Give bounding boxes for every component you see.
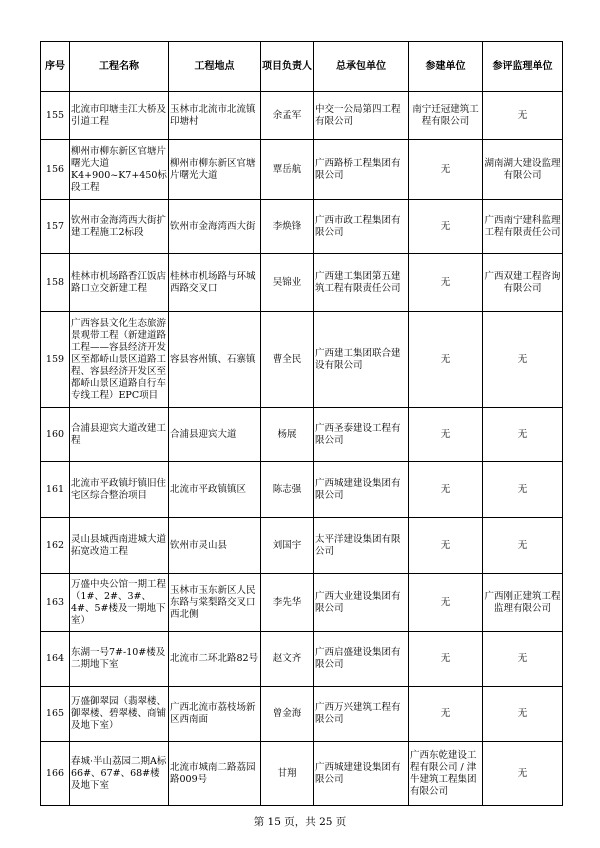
cell-no: 159 [41, 312, 70, 408]
cell-participant: 无 [409, 140, 483, 200]
table-row [41, 200, 563, 254]
cell-manager: 刘国宇 [261, 518, 314, 574]
cell-location: 合浦县迎宾大道 [169, 408, 261, 462]
cell-contractor: 广西万兴建筑工程有限公司 [314, 687, 409, 742]
cell-supervisor: 无 [483, 312, 563, 408]
header-no: 序号 [41, 42, 70, 92]
header-name: 工程名称 [70, 42, 169, 92]
cell-manager: 杨展 [261, 408, 314, 462]
cell-participant: 无 [409, 687, 483, 742]
cell-contractor: 广西路桥工程集团有限公司 [314, 140, 409, 200]
cell-no: 156 [41, 140, 70, 200]
cell-no: 164 [41, 632, 70, 687]
cell-location: 玉林市玉东新区人民东路与棠梨路交叉口西北侧 [169, 574, 261, 632]
cell-name: 桂林市机场路香江饭店路口立交新建工程 [70, 254, 169, 312]
cell-location: 广西北流市荔枝场新区西南面 [169, 687, 261, 742]
table-row [41, 518, 563, 574]
cell-participant: 南宁迁冠建筑工程有限公司 [409, 92, 483, 140]
cell-supervisor: 无 [483, 408, 563, 462]
table-row [41, 408, 563, 462]
table-row [41, 254, 563, 312]
table-row [41, 462, 563, 518]
cell-name: 春城·半山荔园二期A标66#、67#、68#楼及地下室 [70, 742, 169, 806]
cell-manager: 吴锦业 [261, 254, 314, 312]
cell-manager: 曾金海 [261, 687, 314, 742]
cell-participant: 无 [409, 632, 483, 687]
cell-no: 161 [41, 462, 70, 518]
cell-participant: 无 [409, 574, 483, 632]
cell-no: 165 [41, 687, 70, 742]
page-footer: 第 15 页，共 25 页 [253, 816, 347, 828]
cell-contractor: 广西城建建设集团有限公司 [314, 742, 409, 806]
cell-name: 东湖一号7#-10#楼及二期地下室 [70, 632, 169, 687]
cell-participant: 无 [409, 518, 483, 574]
cell-supervisor: 无 [483, 742, 563, 806]
cell-supervisor: 广西南宁建科监理工程有限责任公司 [483, 200, 563, 254]
cell-supervisor: 湖南湖大建设监理有限公司 [483, 140, 563, 200]
table-row [41, 92, 563, 140]
cell-supervisor: 广西双建工程咨询有限公司 [483, 254, 563, 312]
header-supervisor: 参评监理单位 [483, 42, 563, 92]
cell-contractor: 广西大业建设集团有限公司 [314, 574, 409, 632]
cell-name: 合浦县迎宾大道改建工程 [70, 408, 169, 462]
cell-location: 玉林市北流市北流镇印塘村 [169, 92, 261, 140]
project-table [40, 41, 563, 806]
header-manager: 项目负责人 [261, 42, 314, 92]
cell-manager: 曹全民 [261, 312, 314, 408]
cell-location: 北流市城南二路荔园路009号 [169, 742, 261, 806]
cell-contractor: 广西城建建设集团有限公司 [314, 462, 409, 518]
cell-participant: 无 [409, 462, 483, 518]
cell-location: 北流市平政镇镇区 [169, 462, 261, 518]
cell-name: 万盛御翠园（翡翠楼、御翠楼、碧翠楼、商铺及地下室） [70, 687, 169, 742]
cell-participant: 无 [409, 200, 483, 254]
cell-no: 157 [41, 200, 70, 254]
cell-name: 北流市印塘圭江大桥及引道工程 [70, 92, 169, 140]
cell-location: 容县容州镇、石寨镇 [169, 312, 261, 408]
cell-supervisor: 无 [483, 632, 563, 687]
cell-participant: 无 [409, 408, 483, 462]
cell-contractor: 广西建工集团第五建筑工程有限责任公司 [314, 254, 409, 312]
cell-participant: 广西东乾建设工程有限公司 / 津牛建筑工程集团有限公司 [409, 742, 483, 806]
table-row [41, 312, 563, 408]
cell-name: 北流市平政镇圩镇旧住宅区综合整治项目 [70, 462, 169, 518]
cell-manager: 甘翔 [261, 742, 314, 806]
cell-location: 钦州市金海湾西大街 [169, 200, 261, 254]
header-row [41, 42, 563, 92]
cell-name: 柳州市柳东新区官塘片曙光大道K4+900~K7+450标段工程 [70, 140, 169, 200]
cell-contractor: 太平洋建设集团有限公司 [314, 518, 409, 574]
cell-no: 166 [41, 742, 70, 806]
header-participant: 参建单位 [409, 42, 483, 92]
cell-supervisor: 无 [483, 518, 563, 574]
cell-supervisor: 无 [483, 462, 563, 518]
cell-contractor: 广西建工集团联合建设有限公司 [314, 312, 409, 408]
cell-no: 162 [41, 518, 70, 574]
cell-location: 北流市二环北路82号 [169, 632, 261, 687]
cell-contractor: 中交一公局第四工程有限公司 [314, 92, 409, 140]
cell-manager: 李焕锋 [261, 200, 314, 254]
table-row [41, 574, 563, 632]
cell-no: 158 [41, 254, 70, 312]
cell-supervisor: 无 [483, 687, 563, 742]
cell-supervisor: 广西刚正建筑工程监理有限公司 [483, 574, 563, 632]
cell-supervisor: 无 [483, 92, 563, 140]
cell-manager: 赵文齐 [261, 632, 314, 687]
table-row [41, 687, 563, 742]
cell-name: 万盛中央公馆一期工程（1#、2#、3#、4#、5#楼及一期地下室） [70, 574, 169, 632]
cell-contractor: 广西市政工程集团有限公司 [314, 200, 409, 254]
cell-no: 160 [41, 408, 70, 462]
cell-name: 广西容县文化生态旅游景观带工程（新建道路工程——容县经济开发区至都峤山景区道路工程、容县经济开发区至都峤山景区道路自行车专线工程）EPC项目 [70, 312, 169, 408]
table-row [41, 140, 563, 200]
table-row [41, 742, 563, 806]
cell-contractor: 广西圣泰建设工程有限公司 [314, 408, 409, 462]
cell-location: 柳州市柳东新区官塘片曙光大道 [169, 140, 261, 200]
cell-manager: 李先华 [261, 574, 314, 632]
cell-manager: 覃岳航 [261, 140, 314, 200]
cell-manager: 余孟军 [261, 92, 314, 140]
cell-participant: 无 [409, 312, 483, 408]
cell-participant: 无 [409, 254, 483, 312]
cell-manager: 陈志强 [261, 462, 314, 518]
cell-no: 155 [41, 92, 70, 140]
header-location: 工程地点 [169, 42, 261, 92]
cell-name: 灵山县城西南进城大道拓宽改造工程 [70, 518, 169, 574]
cell-location: 钦州市灵山县 [169, 518, 261, 574]
cell-no: 163 [41, 574, 70, 632]
header-contractor: 总承包单位 [314, 42, 409, 92]
cell-name: 钦州市金海湾西大街扩建工程施工2标段 [70, 200, 169, 254]
cell-location: 桂林市机场路与环城西路交叉口 [169, 254, 261, 312]
cell-contractor: 广西启盛建设集团有限公司 [314, 632, 409, 687]
table-row [41, 632, 563, 687]
